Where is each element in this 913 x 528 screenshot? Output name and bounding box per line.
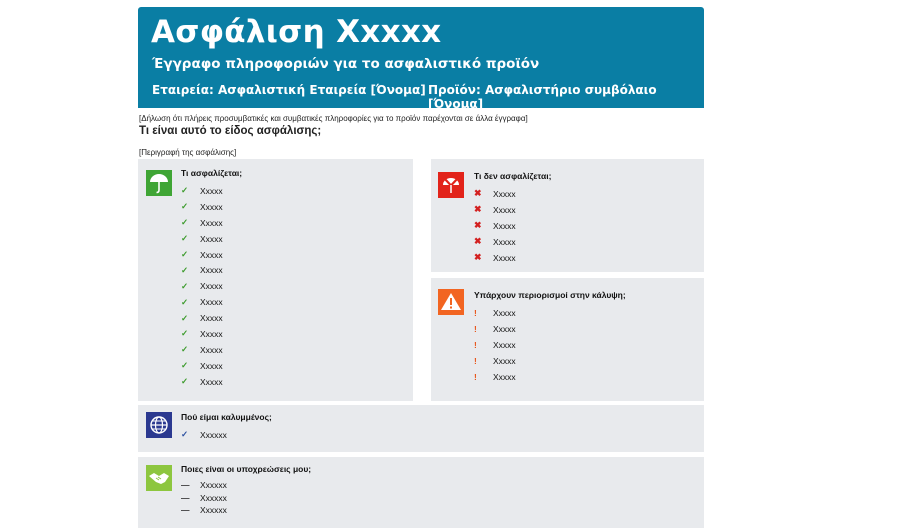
list-item: ! Xxxxx bbox=[474, 323, 516, 334]
list-item: ✓ Xxxxx bbox=[181, 376, 223, 387]
exclamation-icon: ! bbox=[474, 323, 477, 334]
obligations-list bbox=[181, 479, 227, 517]
insurance-type-question: Τι είναι αυτό το είδος ασφάλισης; bbox=[139, 125, 322, 137]
coverage-area-panel bbox=[138, 405, 704, 452]
company-name: Εταιρεία: Ασφαλιστική Εταιρεία [Όνομα] bbox=[152, 83, 426, 97]
globe-icon bbox=[146, 412, 172, 438]
not-insured-title: Τι δεν ασφαλίζεται; bbox=[474, 171, 552, 181]
handshake-icon bbox=[146, 465, 172, 491]
coverage-area-list bbox=[181, 427, 227, 443]
list-item: — Xxxxxx bbox=[181, 505, 227, 516]
list-item: ✓ Xxxxx bbox=[181, 280, 223, 292]
insured-title: Τι ασφαλίζεται; bbox=[181, 168, 243, 178]
check-icon: ✓ bbox=[181, 217, 189, 228]
obligations-panel bbox=[138, 457, 704, 528]
list-item: ✓ Xxxxx bbox=[181, 312, 223, 324]
dash-icon: — bbox=[181, 492, 190, 503]
list-item: — Xxxxxx bbox=[181, 480, 227, 491]
document-title: Ασφάλιση Xxxxx bbox=[151, 14, 442, 50]
check-icon: ✓ bbox=[181, 201, 189, 212]
exclamation-icon: ! bbox=[474, 371, 477, 382]
cross-icon: ✖ bbox=[474, 220, 482, 231]
list-item: ✓ Xxxxx bbox=[181, 217, 223, 228]
document-subtitle: Έγγραφο πληροφοριών για το ασφαλιστικό προϊόν bbox=[152, 56, 540, 72]
list-item: ✖ Xxxxx bbox=[474, 220, 516, 231]
list-item: ! Xxxxx bbox=[474, 339, 516, 350]
restrictions-panel bbox=[431, 278, 704, 401]
list-item: ! Xxxxx bbox=[474, 371, 516, 382]
list-item: ✓ Xxxxx bbox=[181, 185, 223, 196]
broken-umbrella-icon bbox=[438, 172, 464, 198]
list-item: ✓ Xxxxx bbox=[181, 360, 223, 371]
exclamation-icon: ! bbox=[474, 339, 477, 350]
dash-icon: — bbox=[181, 505, 190, 516]
list-item: ✓ Xxxxx bbox=[181, 328, 223, 339]
list-item: — Xxxxxx bbox=[181, 492, 227, 503]
check-icon: ✓ bbox=[181, 296, 189, 307]
list-item: ✓ Xxxxxx bbox=[181, 429, 227, 440]
list-item: ✓ Xxxxx bbox=[181, 344, 223, 355]
list-item: ! Xxxxx bbox=[474, 307, 516, 318]
warning-icon bbox=[438, 289, 464, 315]
check-icon: ✓ bbox=[181, 249, 189, 259]
exclamation-icon: ! bbox=[474, 307, 477, 318]
product-name: Προϊόν: Ασφαλιστήριο συμβόλαιο [Όνομα] bbox=[428, 83, 657, 111]
not-insured-list bbox=[474, 186, 516, 265]
check-icon: ✓ bbox=[181, 360, 189, 371]
check-icon: ✓ bbox=[181, 429, 189, 440]
list-item: ✖ Xxxxx bbox=[474, 204, 516, 215]
exclamation-icon: ! bbox=[474, 355, 477, 366]
dash-icon: — bbox=[181, 480, 190, 491]
list-item: ✓ Xxxxx bbox=[181, 296, 223, 308]
insured-panel bbox=[138, 159, 413, 401]
check-icon: ✓ bbox=[181, 312, 189, 323]
restrictions-title: Υπάρχουν περιορισμοί στην κάλυψη; bbox=[474, 290, 626, 300]
check-icon: ✓ bbox=[181, 280, 189, 291]
document-header bbox=[138, 7, 704, 111]
insurance-description: [Περιγραφή της ασφάλισης] bbox=[139, 148, 237, 157]
check-icon: ✓ bbox=[181, 185, 189, 196]
check-icon: ✓ bbox=[181, 344, 189, 355]
precontract-note: [Δήλωση ότι πλήρεις προσυμβατικές και συμβατικές πληροφορίες για το προϊόν παρέχονται σε άλλα έγγραφα] bbox=[139, 114, 528, 123]
obligations-title: Ποιες είναι οι υποχρεώσεις μου; bbox=[181, 464, 312, 474]
list-item: ✓ Xxxxx bbox=[181, 233, 223, 244]
cross-icon: ✖ bbox=[474, 252, 482, 262]
check-icon: ✓ bbox=[181, 233, 189, 244]
list-item: ! Xxxxx bbox=[474, 355, 516, 366]
check-icon: ✓ bbox=[181, 376, 189, 387]
umbrella-icon bbox=[146, 170, 172, 196]
not-insured-panel bbox=[431, 159, 704, 272]
check-icon: ✓ bbox=[181, 328, 189, 339]
coverage-area-title: Πού είμαι καλυμμένος; bbox=[181, 412, 272, 422]
list-item: ✓ Xxxxx bbox=[181, 264, 223, 276]
list-item: ✖ Xxxxx bbox=[474, 188, 516, 199]
list-item: ✓ Xxxxx bbox=[181, 249, 223, 260]
cross-icon: ✖ bbox=[474, 188, 482, 199]
cross-icon: ✖ bbox=[474, 236, 482, 247]
restrictions-list bbox=[474, 305, 516, 384]
insured-list bbox=[181, 183, 223, 390]
cross-icon: ✖ bbox=[474, 204, 482, 215]
check-icon: ✓ bbox=[181, 264, 189, 275]
list-item: ✖ Xxxxx bbox=[474, 252, 516, 263]
list-item: ✓ Xxxxx bbox=[181, 201, 223, 212]
list-item: ✖ Xxxxx bbox=[474, 236, 516, 247]
